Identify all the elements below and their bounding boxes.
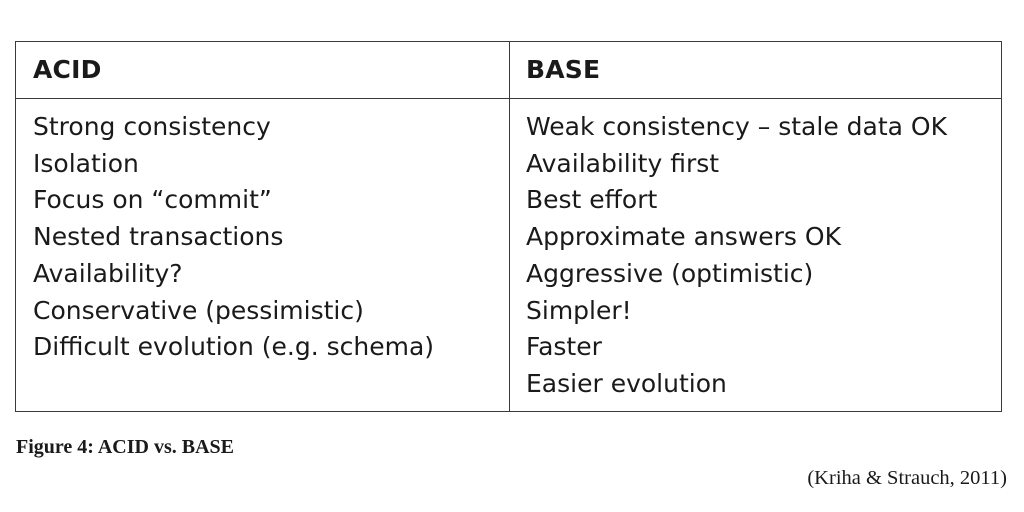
base-item: Approximate answers OK bbox=[526, 222, 841, 252]
header-divider bbox=[16, 98, 1001, 99]
acid-item: Nested transactions bbox=[33, 222, 284, 252]
figure-caption: Figure 4: ACID vs. BASE bbox=[16, 436, 234, 458]
base-item: Aggressive (optimistic) bbox=[526, 258, 814, 288]
base-list bbox=[526, 109, 947, 403]
acid-item: Availability? bbox=[33, 258, 183, 288]
citation: (Kriha & Strauch, 2011) bbox=[807, 467, 1007, 489]
base-item: Faster bbox=[526, 332, 602, 362]
acid-item: Focus on “commit” bbox=[33, 185, 272, 215]
acid-base-table bbox=[15, 41, 1002, 412]
acid-list bbox=[33, 109, 434, 366]
acid-item: Difficult evolution (e.g. schema) bbox=[33, 332, 435, 362]
base-item: Easier evolution bbox=[526, 368, 727, 398]
base-header: BASE bbox=[526, 55, 601, 84]
base-item: Weak consistency – stale data OK bbox=[526, 112, 947, 141]
base-item: Availability first bbox=[526, 148, 720, 178]
acid-item: Isolation bbox=[33, 148, 139, 178]
acid-header: ACID bbox=[33, 55, 102, 84]
base-item: Best effort bbox=[526, 185, 658, 215]
base-item: Simpler! bbox=[526, 295, 632, 325]
acid-item: Conservative (pessimistic) bbox=[33, 295, 364, 325]
acid-item: Strong consistency bbox=[33, 112, 271, 141]
